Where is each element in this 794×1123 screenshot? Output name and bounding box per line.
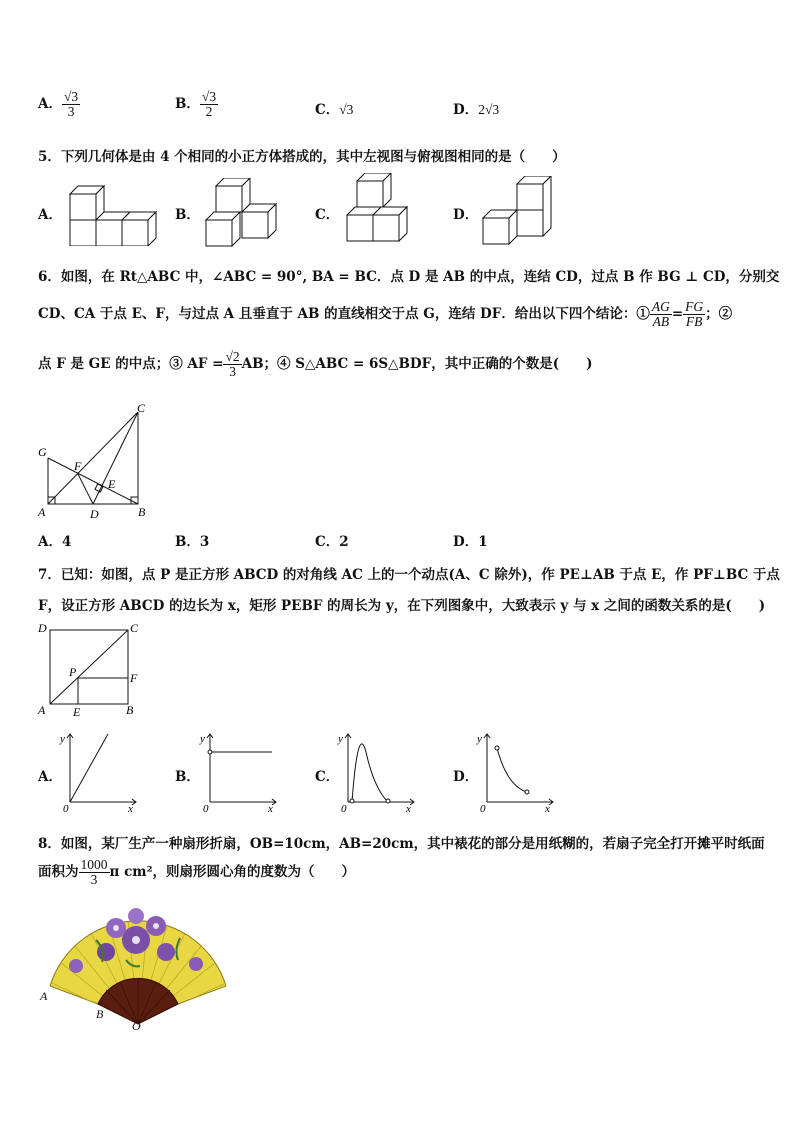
svg-text:y: y (200, 733, 205, 745)
q6-label-e: E (108, 477, 116, 491)
q7-graph-c (336, 730, 420, 814)
q8-label-b: B (96, 1007, 104, 1021)
q7-figure (36, 618, 146, 720)
svg-text:0: 0 (341, 803, 347, 814)
q6-figure (34, 398, 154, 522)
q7-label-e: E (73, 705, 81, 719)
q6-stem-line3: 点 F 是 GE 的中点；③ AF = $\frac{√2}{3}$ AB；④ S△ABC = 6S△BDF，其中正确的个数是( ) (38, 349, 593, 379)
q5-option-d: D． (453, 207, 479, 223)
q4-option-b: B． $\frac{√3}{2}$ (175, 89, 217, 119)
q6-option-a: A．4 (38, 534, 72, 550)
q7-label-b: B (126, 703, 134, 717)
q6-stem-line1: 6．如图，在 Rt△ABC 中，∠ABC = 90°, BA = BC．点 D 是 AB 的中点，连结 CD，过点 B 作 BG ⊥ CD，分别交 (38, 269, 780, 285)
q4-option-a: A． $\frac{√3}{3}$ (38, 89, 79, 119)
svg-text:y: y (60, 733, 65, 745)
q7-label-f: F (130, 671, 138, 685)
svg-text:x: x (406, 803, 411, 814)
q6-option-b: B．3 (175, 534, 210, 550)
q6-label-d: D (90, 507, 99, 521)
q5-option-c: C． (315, 207, 340, 223)
svg-text:y: y (477, 733, 482, 745)
svg-text:0: 0 (63, 803, 69, 814)
q5-figure-d (479, 176, 565, 248)
q7-label-d: D (38, 621, 47, 635)
svg-text:x: x (128, 803, 133, 814)
svg-text:0: 0 (203, 803, 209, 814)
q6-option-d: D．1 (453, 534, 488, 550)
q5-figure-a (66, 182, 166, 246)
q8-label-a: A (40, 989, 48, 1003)
q7-graph-b (198, 730, 282, 814)
q7-stem-line1: 7．已知：如图，点 P 是正方形 ABCD 的对角线 AC 上的一个动点(A、C 除外)，作 PE⊥AB 于点 E，作 PF⊥BC 于点 (38, 567, 780, 583)
q8-stem-line2: 面积为 $\frac{1000}{3}$ π cm²，则扇形圆心角的度数为（ ） (38, 857, 355, 887)
q5-figure-b (202, 178, 282, 248)
q8-label-o: O (132, 1019, 141, 1033)
q7-stem-line2: F，设正方形 ABCD 的边长为 x，矩形 PEBF 的周长为 y，在下列图象中，大致表示 y 与 x 之间的函数关系的是( ) (38, 598, 766, 614)
q6-option-c: C．2 (315, 534, 349, 550)
svg-text:x: x (268, 803, 273, 814)
q8-stem-line1: 8．如图，某厂生产一种扇形折扇，OB=10cm，AB=20cm，其中裱花的部分是用纸糊的，若扇子完全打开摊平时纸面 (38, 836, 765, 852)
svg-text:0: 0 (480, 803, 486, 814)
q7-option-d: D． (453, 769, 479, 785)
q7-option-b: B． (175, 769, 200, 785)
q6-label-f: F (74, 459, 82, 473)
q5-stem: 5．下列几何体是由 4 个相同的小正方体搭成的，其中左视图与俯视图相同的是（ ） (38, 149, 566, 165)
q7-option-c: C． (315, 769, 340, 785)
q7-label-a: A (38, 703, 46, 717)
q7-label-c: C (130, 621, 139, 635)
q8-fan-figure (36, 900, 230, 1034)
q5-option-b: B． (175, 207, 200, 223)
svg-text:y: y (338, 733, 343, 745)
q7-graph-a (58, 730, 142, 814)
q6-label-b: B (138, 505, 146, 519)
q6-stem-line2: CD、CA 于点 E、F，与过点 A 且垂直于 AB 的直线相交于点 G，连结 DF．给出以下四个结论：① $\frac{AG}{AB}$ = $\frac{FG}{FB}$ ；② (38, 299, 733, 329)
q4-option-c: C．√3 (315, 102, 354, 118)
q7-graph-d (475, 730, 559, 814)
q4-option-d: D．2√3 (453, 102, 500, 118)
q6-label-a: A (38, 505, 46, 519)
q5-figure-c (343, 173, 413, 245)
q5-option-a: A． (38, 207, 62, 223)
q7-option-a: A． (38, 769, 62, 785)
svg-text:x: x (545, 803, 550, 814)
q6-label-c: C (137, 401, 146, 415)
q7-label-p: P (69, 665, 77, 679)
q6-label-g: G (38, 445, 47, 459)
